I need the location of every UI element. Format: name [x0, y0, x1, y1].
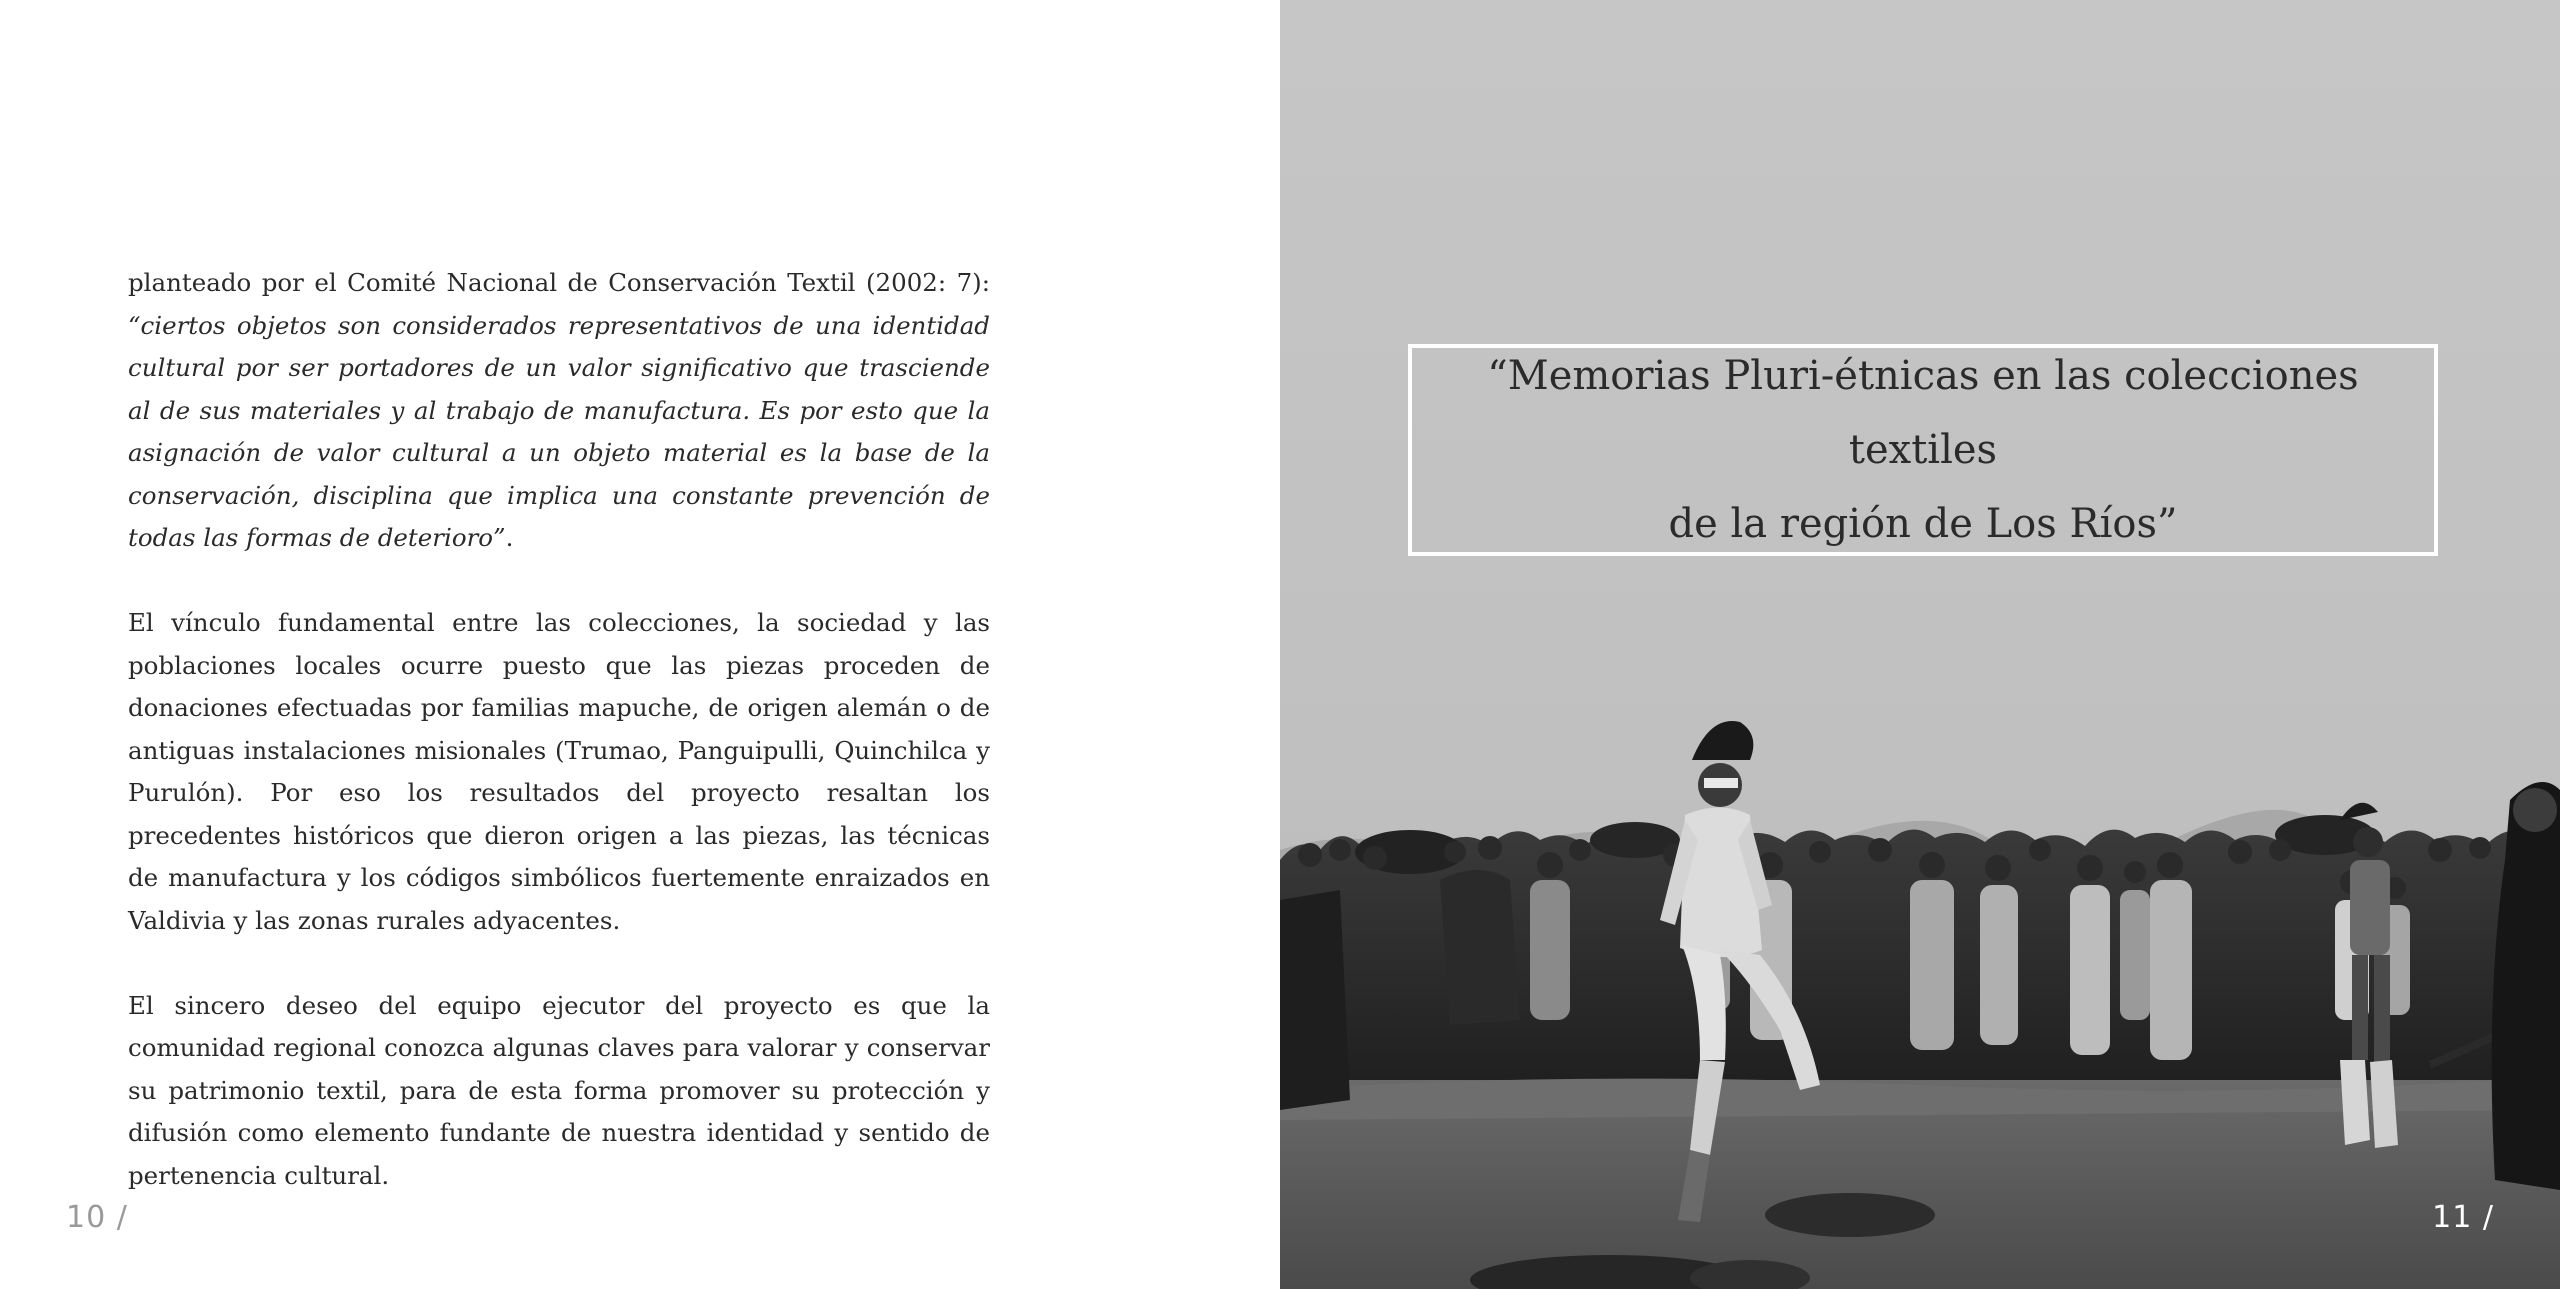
- paragraph-1-text: planteado por el Comité Nacional de Conservación Textil (2002: 7):: [128, 268, 990, 297]
- page-number-left: 10 /: [66, 1200, 128, 1235]
- title-frame: [1408, 344, 2438, 556]
- title-line-1: “Memorias Pluri-étnicas en las colecciones textiles: [1487, 353, 2359, 473]
- title-line-2: de la región de Los Ríos”: [1668, 501, 2178, 547]
- paragraph-3: El sincero deseo del equipo ejecutor del proyecto es que la comunidad regional conozca algunas claves para valorar y conservar su patrimonio textil, para de esta forma promover su protección y difusión como elemento fundante de nuestra identidad y sentido de pertenencia cultural.: [128, 990, 990, 1190]
- historical-photo-icon: [1280, 0, 2560, 1289]
- paragraph-1-quote: “ciertos objetos son considerados representativos de una identidad cultural por ser portadores de un valor significativo que trasciende al de sus materiales y al trabajo de manufactura. Es por esto que la asignación de valor cultural a un objeto material es la base de la conservación, disciplina que implica una constante prevención de todas las formas de deterioro”: [128, 310, 990, 552]
- paragraph-1: [128, 262, 990, 560]
- paragraph-1-end: .: [505, 523, 514, 552]
- publication-title: [1443, 339, 2403, 561]
- page-number-right: 11 /: [2432, 1200, 2494, 1235]
- right-page: [1280, 0, 2560, 1289]
- paragraph-2: El vínculo fundamental entre las colecciones, la sociedad y las poblaciones locales ocurre puesto que las piezas proceden de donaciones efectuadas por familias mapuche, de origen alemán o de antiguas instalaciones misionales (Trumao, Panguipulli, Quinchilca y Purulón). Por eso los resultados del proyecto resaltan los precedentes históricos que dieron origen a las piezas, las técnicas de manufactura y los códigos simbólicos fuertemente enraizados en Valdivia y las zonas rurales adyacentes.: [128, 608, 990, 935]
- body-text: [128, 262, 990, 1240]
